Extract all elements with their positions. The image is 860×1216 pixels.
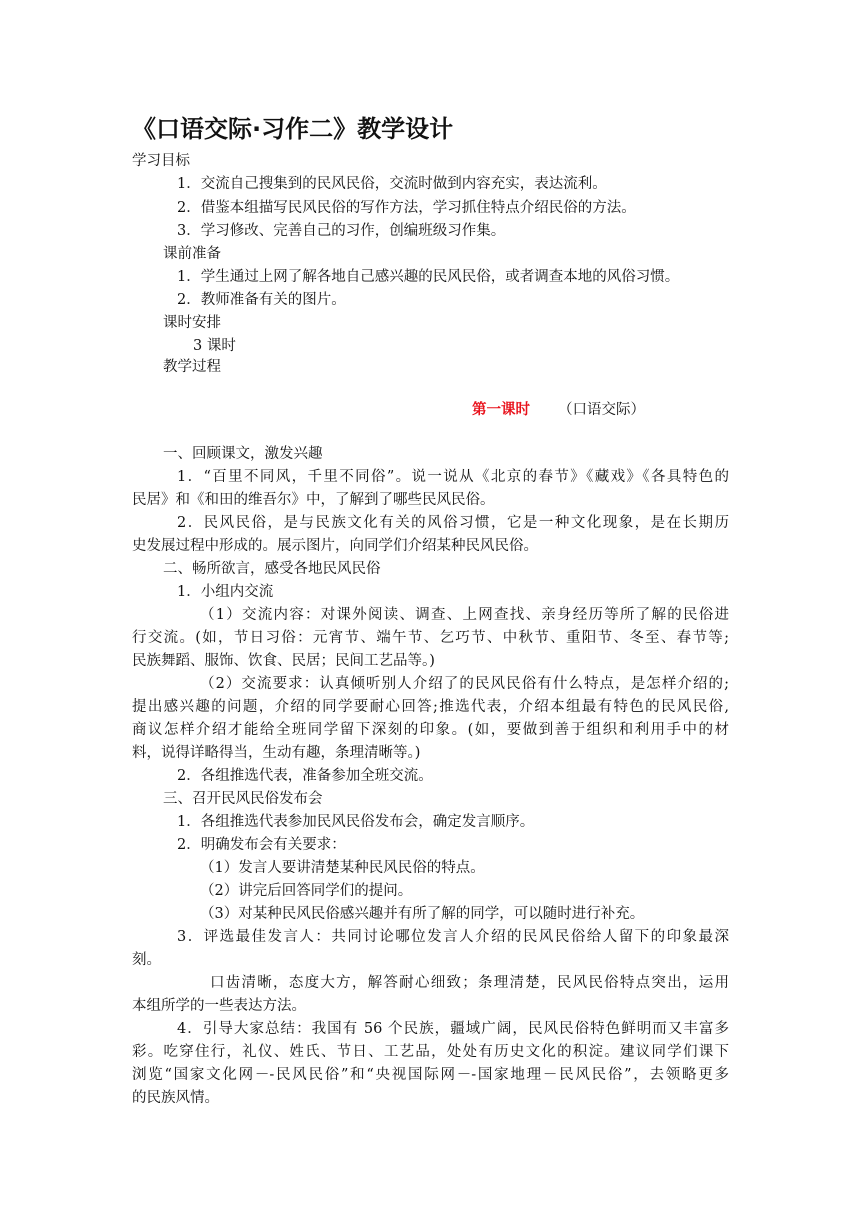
paragraph-line: 本组所学的一些表达方法。: [132, 998, 306, 1014]
paragraph-line: 彩。吃穿住行，礼仪、姓氏、节日、工艺品，处处有历史文化的积淀。建议同学们课下: [132, 1044, 729, 1060]
section-heading: 三、召开民风民俗发布会: [163, 791, 323, 807]
document-title: 《口语交际·习作二》教学设计: [132, 115, 454, 143]
paragraph-line: 民居》和《和田的维吾尔》中，了解到了哪些民风民俗。: [132, 492, 495, 508]
process-heading: 教学过程: [163, 359, 221, 375]
paragraph-line: 提出感兴趣的问题，介绍的同学要耐心回答;推选代表，介绍本组最有特色的民风民俗,: [132, 699, 729, 715]
list-item: 1．小组内交流: [177, 584, 274, 600]
paragraph-line: 史发展过程中形成的。展示图片，向同学们介绍某种民风民俗。: [132, 538, 538, 554]
lesson-heading: [472, 400, 645, 420]
section-heading: 二、畅所欲言，感受各地民风民俗: [163, 561, 381, 577]
lesson-sub: （口语交际）: [558, 402, 645, 418]
paragraph-line: 3．评选最佳发言人：共同讨论哪位发言人介绍的民风民俗给人留下的印象最深: [177, 929, 729, 945]
paragraph-line: 料，说得详略得当，生动有趣，条理清晰等。): [132, 745, 421, 761]
paragraph-line: 浏览“国家文化网－-民风民俗”和“央视国际网－-国家地理－民风民俗”，去领略更多: [132, 1067, 729, 1083]
prep-item: 2．教师准备有关的图片。: [177, 292, 346, 308]
list-item: 2．各组推选代表，准备参加全班交流。: [177, 768, 433, 784]
goal-item: 1．交流自己搜集到的民风民俗，交流时做到内容充实，表达流利。: [177, 176, 607, 192]
goals-heading: 学习目标: [132, 153, 190, 169]
lesson-label: 第一课时: [472, 401, 530, 418]
goal-item: 3．学习修改、完善自己的习作，创编班级习作集。: [177, 223, 506, 239]
prep-heading: 课前准备: [163, 246, 221, 262]
paragraph-line: 1．“百里不同风，千里不同俗”。说一说从《北京的春节》《藏戏》《各具特色的: [177, 469, 729, 485]
paragraph-line: （2）交流要求：认真倾听别人介绍了的民风民俗有什么特点，是怎样介绍的;: [200, 676, 729, 692]
paragraph-line: 2．民风民俗，是与民族文化有关的风俗习惯，它是一种文化现象，是在长期历: [177, 515, 729, 531]
sub-list-item: （1）发言人要讲清楚某种民风民俗的特点。: [200, 860, 485, 876]
sub-list-item: （2）讲完后回答同学们的提问。: [200, 883, 413, 899]
paragraph-line: 口齿清晰，态度大方，解答耐心细致；条理清楚，民风民俗特点突出，运用: [210, 975, 729, 991]
paragraph-line: 民族舞蹈、服饰、饮食、民居；民间工艺品等。): [132, 653, 435, 669]
schedule-heading: 课时安排: [163, 315, 221, 331]
paragraph-line: （1）交流内容：对课外阅读、调查、上网查找、亲身经历等所了解的民俗进: [200, 607, 729, 623]
prep-item: 1．学生通过上网了解各地自己感兴趣的民风民俗，或者调查本地的风俗习惯。: [177, 269, 680, 285]
goal-item: 2．借鉴本组描写民风民俗的写作方法，学习抓住特点介绍民俗的方法。: [177, 200, 636, 216]
paragraph-line: 的民族风情。: [132, 1090, 219, 1106]
paragraph-line: 商议怎样介绍才能给全班同学留下深刻的印象。(如，要做到善于组织和利用手中的材: [132, 722, 729, 738]
schedule-value: 3 课时: [193, 338, 236, 354]
paragraph-line: 4．引导大家总结：我国有 56 个民族，疆域广阔，民风民俗特色鲜明而又丰富多: [177, 1021, 729, 1037]
list-item: 1．各组推选代表参加民风民俗发布会，确定发言顺序。: [177, 814, 535, 830]
list-item: 2．明确发布会有关要求：: [177, 837, 346, 853]
paragraph-line: 刻。: [132, 952, 161, 968]
section-heading: 一、回顾课文，激发兴趣: [163, 446, 323, 462]
sub-list-item: （3）对某种民风民俗感兴趣并有所了解的同学，可以随时进行补充。: [200, 906, 645, 922]
paragraph-line: 行交流。(如，节日习俗：元宵节、端午节、乞巧节、中秋节、重阳节、冬至、春节等;: [132, 630, 729, 646]
